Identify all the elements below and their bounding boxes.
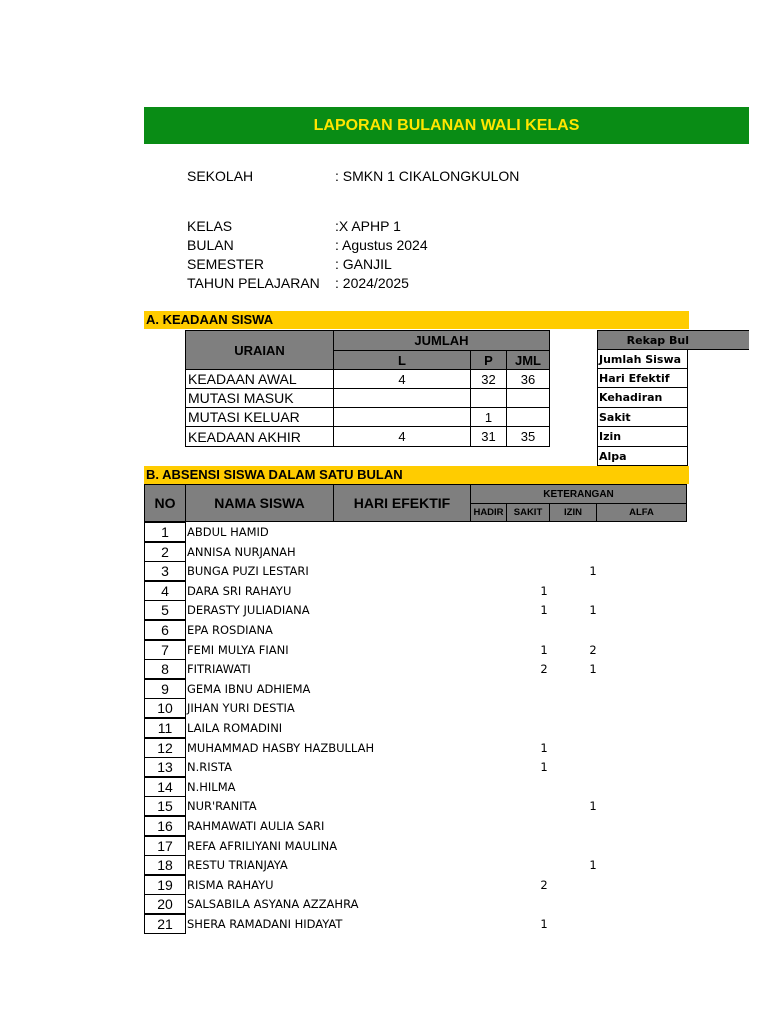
student-sakit (534, 620, 554, 640)
header-hari-efektif: HARI EFEKTIF (333, 484, 471, 522)
student-izin: 1 (589, 603, 597, 618)
student-name: ANNISA NURJANAH (187, 544, 296, 559)
student-name: RISMA RAHAYU (187, 877, 274, 892)
student-name: NUR'RANITA (187, 799, 257, 814)
student-izin (583, 914, 603, 934)
student-izin (583, 836, 603, 856)
student-name: BUNGA PUZI LESTARI (187, 564, 309, 579)
student-no: 5 (144, 600, 186, 620)
student-name: FEMI MULYA FIANI (187, 642, 289, 657)
p-cell: 32 (470, 369, 507, 389)
p-cell (470, 388, 507, 408)
header-p: P (470, 350, 507, 370)
student-name: EPA ROSDIANA (187, 623, 273, 637)
sekolah-label: SEKOLAH (187, 168, 254, 184)
student-izin (583, 777, 603, 797)
student-sakit (534, 561, 554, 581)
student-izin: 1 (589, 662, 597, 677)
student-izin: 1 (589, 564, 597, 579)
student-izin (583, 816, 603, 836)
student-sakit (534, 718, 554, 738)
student-sakit: 1 (540, 642, 548, 657)
p-cell: 1 (470, 407, 507, 427)
student-no: 11 (144, 718, 186, 738)
student-sakit (534, 777, 554, 797)
student-izin: 1 (589, 858, 597, 873)
sekolah-value: : SMKN 1 CIKALONGKULON (335, 168, 520, 184)
tahun-value: : 2024/2025 (335, 275, 409, 291)
student-name: JIHAN YURI DESTIA (187, 701, 295, 716)
student-name: REFA AFRILIYANI MAULINA (187, 838, 338, 853)
jml-cell: 36 (506, 369, 550, 389)
rekap-item: Hari Efektif (597, 368, 688, 388)
section-b-title: B. ABSENSI SISWA DALAM SATU BULAN (144, 466, 689, 484)
student-izin (583, 581, 603, 601)
student-sakit: 1 (540, 760, 548, 775)
student-sakit: 1 (540, 583, 548, 598)
student-izin (583, 698, 603, 718)
header-jml: JML (506, 350, 550, 370)
header-keterangan: KETERANGAN (470, 484, 687, 504)
uraian-cell: MUTASI KELUAR (185, 407, 334, 427)
student-izin (583, 894, 603, 914)
student-no: 10 (144, 698, 186, 718)
student-no: 21 (144, 914, 186, 934)
semester-value: : GANJIL (335, 256, 392, 272)
student-sakit: 1 (540, 740, 548, 755)
student-name: DERASTY JULIADIANA (187, 603, 310, 618)
kelas-label: KELAS (187, 218, 233, 234)
student-no: 17 (144, 836, 186, 856)
section-a-title: A. KEADAAN SISWA (144, 311, 689, 329)
student-sakit (534, 894, 554, 914)
rekap-item: Sakit (597, 407, 688, 427)
header-nama-siswa: NAMA SISWA (185, 484, 334, 522)
student-name: MUHAMMAD HASBY HAZBULLAH (187, 740, 375, 755)
student-name: RAHMAWATI AULIA SARI (187, 819, 325, 833)
student-sakit (534, 522, 554, 542)
student-izin (583, 679, 603, 699)
student-izin (583, 542, 603, 562)
student-sakit (534, 698, 554, 718)
student-no: 13 (144, 757, 186, 777)
rekap-item: Izin (597, 426, 688, 447)
tahun-label: TAHUN PELAJARAN (187, 275, 320, 291)
student-no: 3 (144, 561, 186, 581)
student-izin (583, 718, 603, 738)
student-izin: 2 (589, 642, 597, 657)
uraian-cell: KEADAAN AKHIR (185, 426, 334, 447)
student-name: FITRIAWATI (187, 662, 251, 677)
student-sakit: 1 (540, 917, 548, 931)
student-izin (583, 522, 603, 542)
header-izin: IZIN (549, 503, 597, 522)
student-no: 14 (144, 777, 186, 797)
uraian-cell: KEADAAN AWAL (185, 369, 334, 389)
jml-cell (506, 407, 550, 427)
student-no: 12 (144, 738, 186, 758)
jml-cell (506, 388, 550, 408)
header-hadir: HADIR (470, 503, 507, 522)
header-alfa: ALFA (596, 503, 687, 522)
header-uraian: URAIAN (185, 330, 334, 370)
uraian-cell: MUTASI MASUK (185, 388, 334, 408)
student-no: 7 (144, 640, 186, 660)
l-cell (333, 388, 471, 408)
rekap-item: Jumlah Siswa (597, 349, 688, 369)
student-sakit (534, 542, 554, 562)
header-no: NO (144, 484, 186, 522)
student-name: RESTU TRIANJAYA (187, 858, 288, 873)
rekap-item: Alpa (597, 446, 688, 466)
student-name: N.RISTA (187, 760, 232, 775)
student-sakit: 1 (540, 603, 548, 618)
student-sakit (534, 816, 554, 836)
jml-cell: 35 (506, 426, 550, 447)
student-name: N.HILMA (187, 779, 236, 794)
student-izin (583, 757, 603, 777)
student-no: 18 (144, 855, 186, 875)
student-izin (583, 875, 603, 895)
student-no: 15 (144, 796, 186, 816)
student-name: LAILA ROMADINI (187, 721, 283, 735)
bulan-value: : Agustus 2024 (335, 237, 428, 253)
l-cell: 4 (333, 426, 471, 447)
student-sakit (534, 855, 554, 875)
student-no: 1 (144, 522, 186, 542)
semester-label: SEMESTER (187, 256, 265, 272)
student-name: GEMA IBNU ADHIEMA (187, 681, 311, 696)
header-jumlah: JUMLAH (333, 330, 550, 351)
student-sakit (534, 796, 554, 816)
report-title-bar (144, 107, 749, 144)
student-sakit: 2 (540, 877, 548, 892)
student-sakit (534, 836, 554, 856)
kelas-value: :X APHP 1 (335, 218, 401, 234)
student-name: SALSABILA ASYANA AZZAHRA (187, 897, 359, 912)
rekap-item: Kehadiran (597, 387, 688, 408)
student-no: 19 (144, 875, 186, 895)
p-cell: 31 (470, 426, 507, 447)
student-name: DARA SRI RAHAYU (187, 583, 292, 598)
report-title: LAPORAN BULANAN WALI KELAS (313, 116, 580, 134)
student-no: 8 (144, 659, 186, 679)
rekap-title: Rekap Bul (597, 330, 749, 350)
student-name: ABDUL HAMID (187, 525, 269, 539)
bulan-label: BULAN (187, 237, 234, 253)
student-name: SHERA RAMADANI HIDAYAT (187, 917, 343, 931)
header-sakit: SAKIT (506, 503, 550, 522)
student-sakit: 2 (540, 662, 548, 677)
header-l: L (333, 350, 471, 370)
student-izin (583, 620, 603, 640)
student-sakit (534, 679, 554, 699)
student-no: 6 (144, 620, 186, 640)
student-izin: 1 (589, 799, 597, 814)
l-cell (333, 407, 471, 427)
student-no: 9 (144, 679, 186, 699)
student-no: 2 (144, 542, 186, 562)
student-no: 16 (144, 816, 186, 836)
student-no: 20 (144, 894, 186, 914)
l-cell: 4 (333, 369, 471, 389)
student-izin (583, 738, 603, 758)
student-no: 4 (144, 581, 186, 601)
